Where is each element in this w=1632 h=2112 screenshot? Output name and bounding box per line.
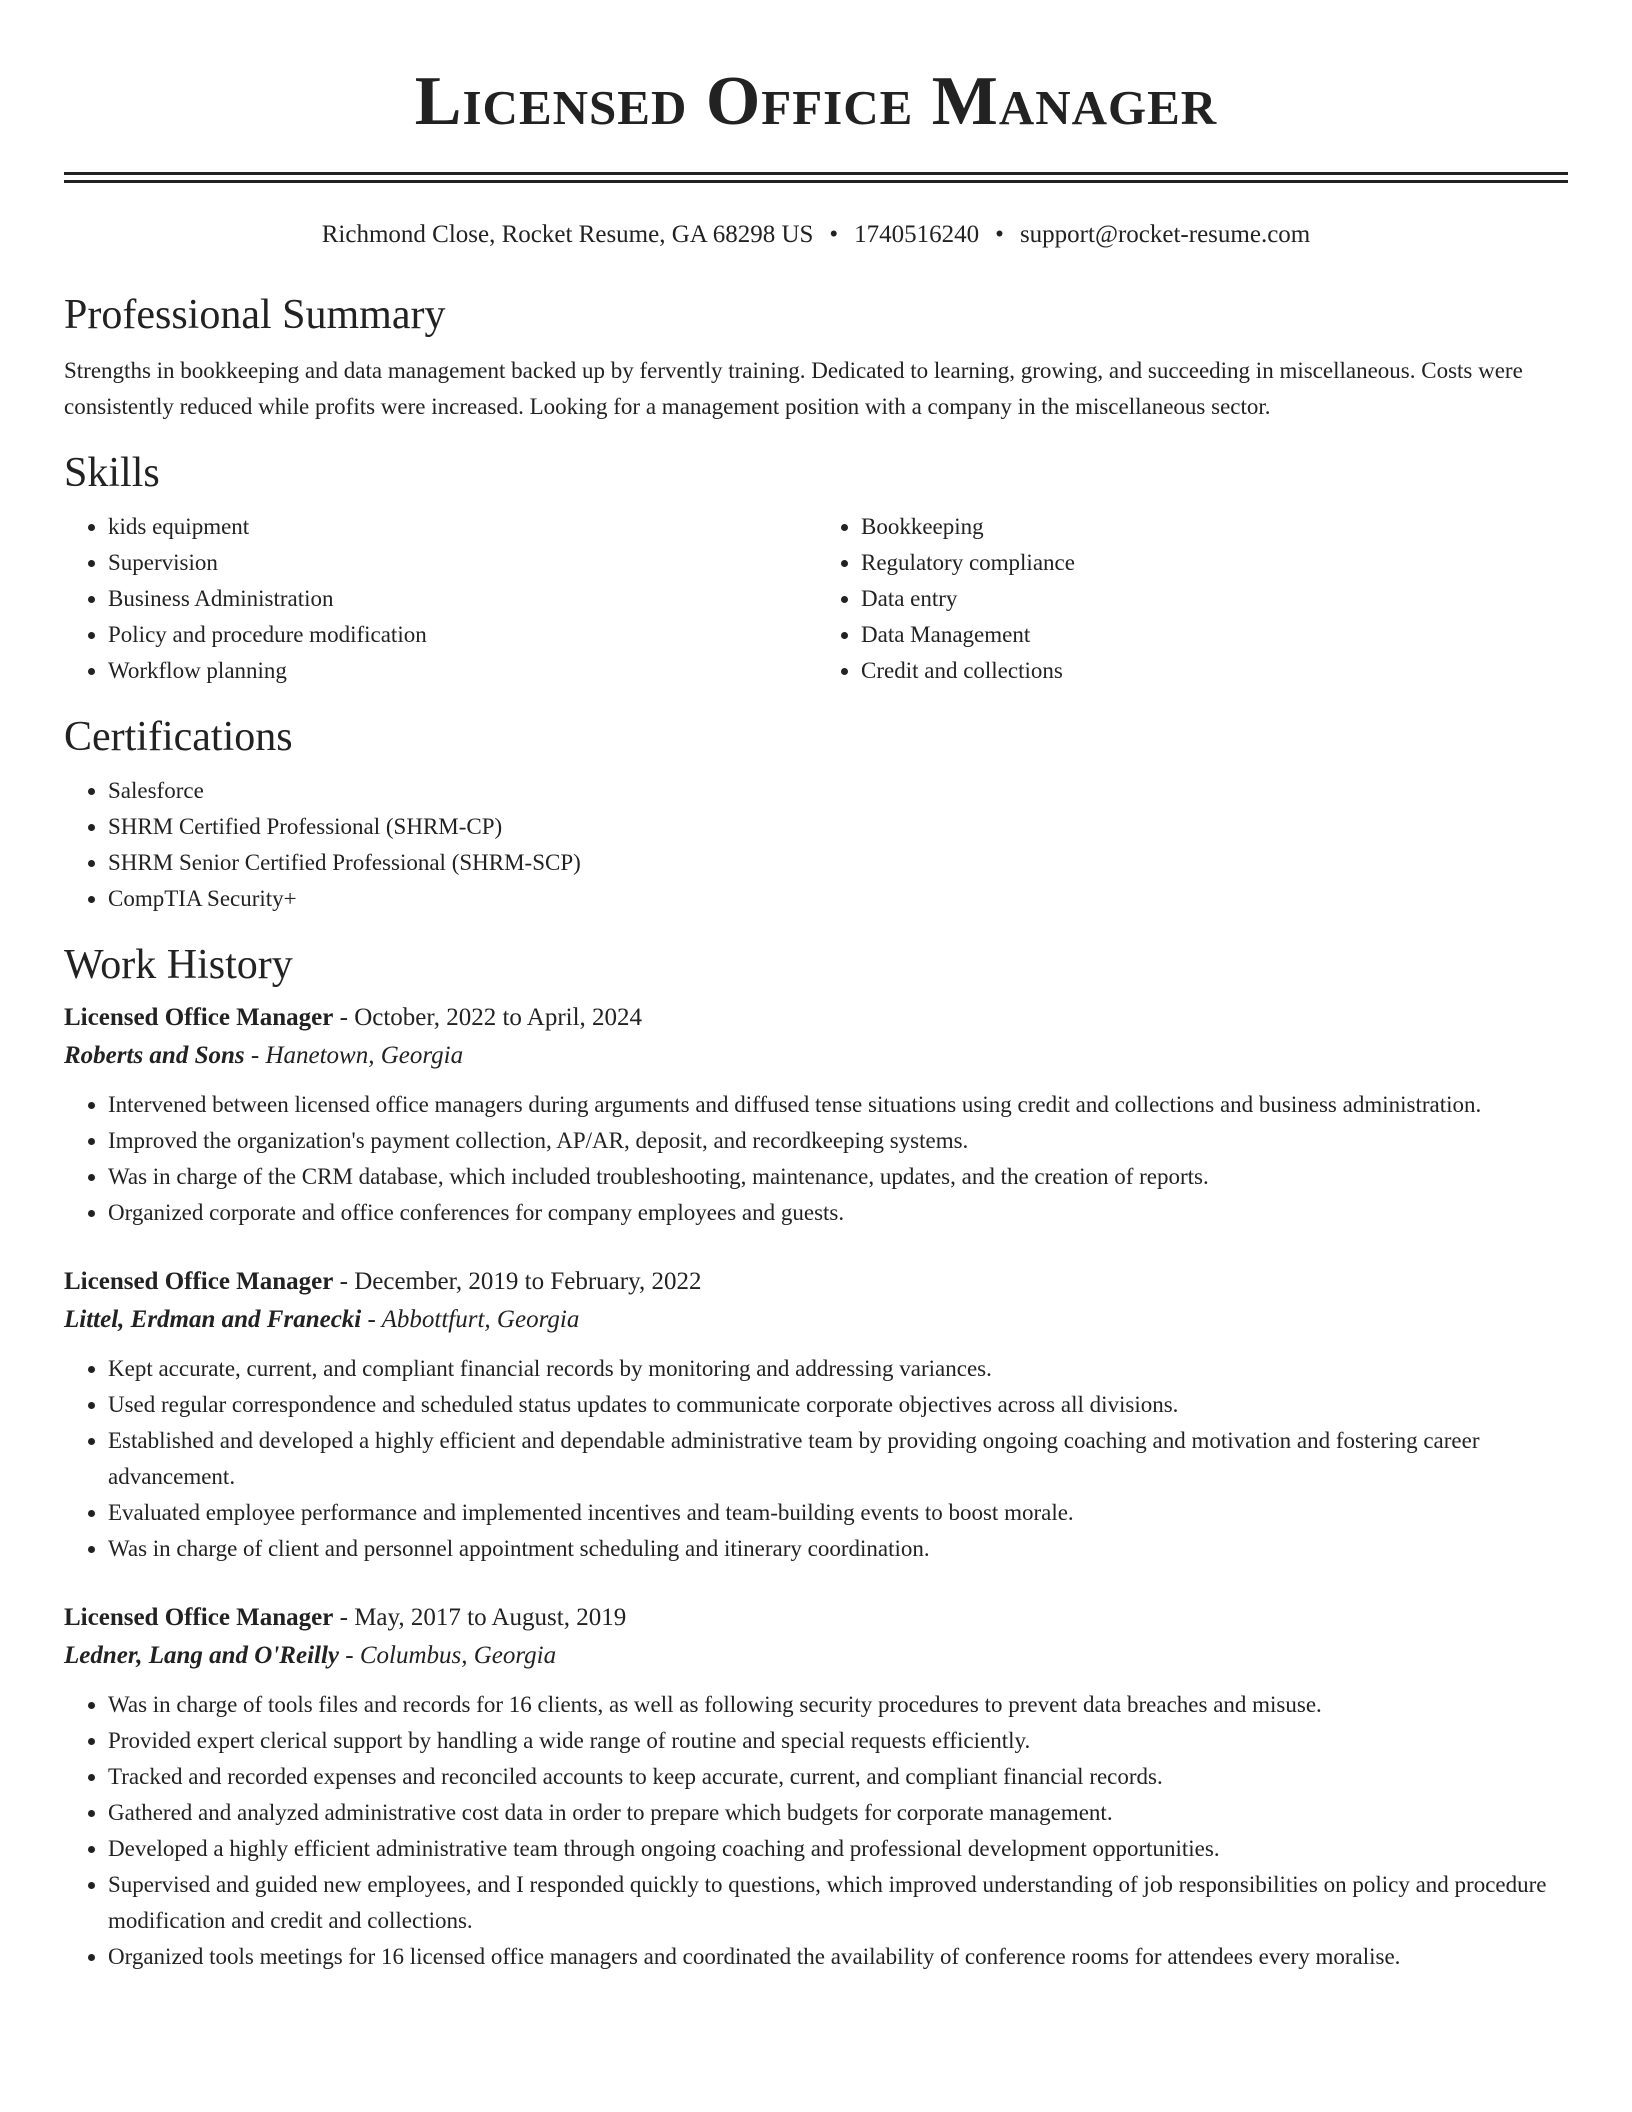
- job-bullet: • Kept accurate, current, and compliant financial records by monitoring and addressing variances.: [108, 1351, 1568, 1387]
- summary-text: Strengths in bookkeeping and data management backed up by fervently training. Dedicated to learning, growing, and succeeding in miscellaneous. Costs were consistently reduced while profits were increased. Looking for a management position with a company in the miscellaneous sector.: [64, 358, 1523, 419]
- company-location: - Abbottfurt, Georgia: [361, 1306, 580, 1333]
- job-bullet: • Was in charge of tools files and records for 16 clients, as well as following security procedures to prevent data breaches and misuse.: [108, 1687, 1568, 1723]
- company-location: - Hanetown, Georgia: [244, 1042, 464, 1069]
- job-bullet: • Was in charge of client and personnel appointment scheduling and itinerary coordination.: [108, 1531, 1568, 1567]
- contact-line: [64, 219, 1568, 251]
- job-title: Licensed Office Manager: [64, 1604, 334, 1631]
- job-entry: [64, 1599, 1568, 1975]
- job-bullet: • Developed a highly efficient administrative team through ongoing coaching and professional development opportunities.: [108, 1831, 1568, 1867]
- company-line: [64, 1037, 1568, 1075]
- job-bullet: • Improved the organization's payment collection, AP/AR, deposit, and recordkeeping systems.: [108, 1123, 1568, 1159]
- job-bullet: • Evaluated employee performance and implemented incentives and team-building events to boost morale.: [108, 1495, 1568, 1531]
- job-bullets: [64, 1687, 1568, 1975]
- contact-address: Richmond Close, Rocket Resume, GA 68298 US: [321, 221, 814, 248]
- company-line: [64, 1637, 1568, 1675]
- skill-item: • Data Management: [861, 617, 1568, 653]
- company-line: [64, 1301, 1568, 1339]
- certifications-list: [64, 773, 1568, 917]
- skill-item: • Credit and collections: [861, 653, 1568, 689]
- job-bullet: • Used regular correspondence and scheduled status updates to communicate corporate objectives across all divisions.: [108, 1387, 1568, 1423]
- company-location: - Columbus, Georgia: [339, 1642, 557, 1669]
- certification-item: • SHRM Senior Certified Professional (SHRM-SCP): [108, 845, 1568, 881]
- skills-list-right: [815, 509, 1568, 689]
- job-dates: - May, 2017 to August, 2019: [333, 1604, 627, 1631]
- certification-item: • Salesforce: [108, 773, 1568, 809]
- contact-separator: •: [829, 221, 839, 248]
- job-bullet: • Tracked and recorded expenses and reconciled accounts to keep accurate, current, and compliant financial records.: [108, 1759, 1568, 1795]
- certifications-heading: Certifications: [64, 714, 293, 760]
- job-bullets: [64, 1087, 1568, 1231]
- job-entry: [64, 1263, 1568, 1567]
- title-divider: [64, 172, 1568, 183]
- job-title: Licensed Office Manager: [64, 1004, 334, 1031]
- contact-phone: 1740516240: [854, 221, 980, 248]
- company-name: Littel, Erdman and Franecki: [64, 1306, 362, 1333]
- certification-item: • SHRM Certified Professional (SHRM-CP): [108, 809, 1568, 845]
- contact-separator: •: [995, 221, 1004, 248]
- job-bullet: • Established and developed a highly efficient and dependable administrative team by providing ongoing coaching and motivation and fostering career advancement.: [108, 1423, 1568, 1495]
- skills-list-left: [64, 509, 815, 689]
- job-bullets: [64, 1351, 1568, 1567]
- skills-heading: Skills: [64, 450, 160, 496]
- job-dates: - October, 2022 to April, 2024: [333, 1004, 643, 1031]
- certification-item: • CompTIA Security+: [108, 881, 1568, 917]
- work-history-heading: Work History: [64, 942, 293, 988]
- skill-item: • kids equipment: [108, 509, 815, 545]
- skill-item: • Regulatory compliance: [861, 545, 1568, 581]
- resume-title: Licensed Office Manager: [414, 63, 1218, 140]
- job-bullet: • Intervened between licensed office managers during arguments and diffused tense situations using credit and collections and business administration.: [108, 1087, 1568, 1123]
- skill-item: • Data entry: [861, 581, 1568, 617]
- job-bullet: • Organized tools meetings for 16 licensed office managers and coordinated the availability of conference rooms for attendees every moralise.: [108, 1939, 1568, 1975]
- job-title: Licensed Office Manager: [64, 1268, 334, 1295]
- job-title-line: [64, 1263, 1568, 1301]
- company-name: Roberts and Sons: [64, 1042, 245, 1069]
- skill-item: • Bookkeeping: [861, 509, 1568, 545]
- skill-item: • Business Administration: [108, 581, 815, 617]
- job-bullet: • Provided expert clerical support by handling a wide range of routine and special requests efficiently.: [108, 1723, 1568, 1759]
- job-bullet: • Organized corporate and office conferences for company employees and guests.: [108, 1195, 1568, 1231]
- job-bullet: • Gathered and analyzed administrative cost data in order to prepare which budgets for corporate management.: [108, 1795, 1568, 1831]
- skills-columns: [64, 509, 1568, 689]
- company-name: Ledner, Lang and O'Reilly: [64, 1642, 339, 1669]
- job-title-line: [64, 1599, 1568, 1637]
- summary-heading: Professional Summary: [64, 292, 446, 338]
- job-title-line: [64, 999, 1568, 1037]
- job-dates: - December, 2019 to February, 2022: [333, 1268, 702, 1295]
- skill-item: • Supervision: [108, 545, 815, 581]
- job-bullet: • Was in charge of the CRM database, which included troubleshooting, maintenance, updates, and the creation of reports.: [108, 1159, 1568, 1195]
- job-bullet: • Supervised and guided new employees, and I responded quickly to questions, which improved understanding of job responsibilities on policy and procedure modification and credit and collections.: [108, 1867, 1568, 1939]
- skill-item: • Policy and procedure modification: [108, 617, 815, 653]
- skill-item: • Workflow planning: [108, 653, 815, 689]
- contact-email: support@rocket-resume.com: [1019, 221, 1311, 248]
- job-entry: [64, 999, 1568, 1231]
